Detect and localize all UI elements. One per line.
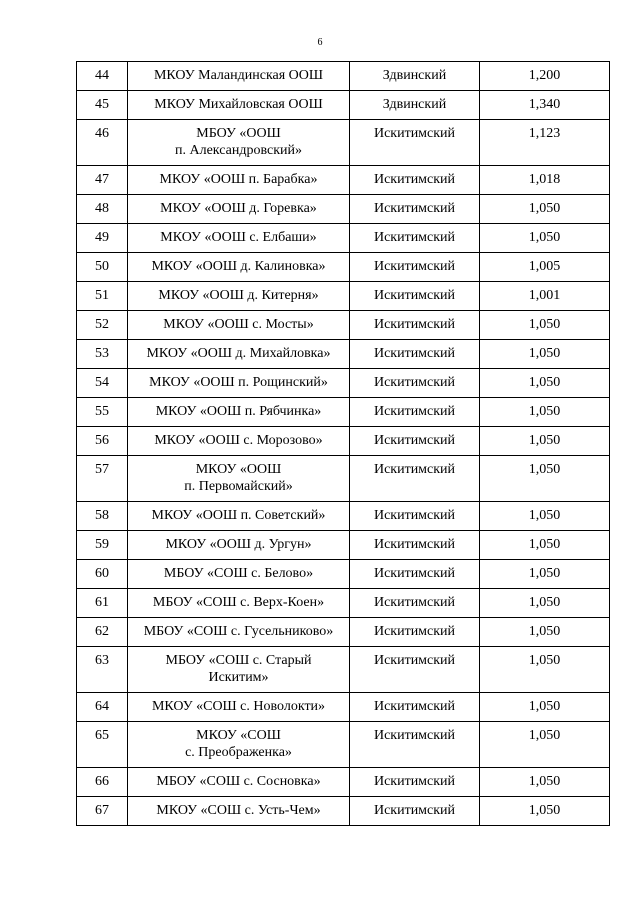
school-name-line: МБОУ «ООШ: [196, 126, 281, 141]
table-row: [77, 502, 610, 531]
school-name-line: МКОУ «ООШ д. Китерня»: [158, 288, 319, 303]
school-name-line: МБОУ «СОШ с. Белово»: [163, 566, 314, 581]
district-cell: Искитимский: [350, 693, 480, 722]
coefficient-cell: 1,050: [480, 560, 610, 589]
coefficient-cell: 1,050: [480, 456, 610, 502]
school-name-line: МБОУ «СОШ с. Верх-Коен»: [152, 595, 325, 610]
coefficient-cell: 1,200: [480, 62, 610, 91]
school-name-line: МБОУ «СОШ с. Старый: [165, 653, 312, 668]
coefficient-cell: 1,050: [480, 502, 610, 531]
table-row: [77, 91, 610, 120]
school-name-line: МКОУ Маландинская ООШ: [153, 68, 324, 83]
schools-table: [76, 61, 610, 826]
district-cell: Искитимский: [350, 427, 480, 456]
table-row: [77, 797, 610, 826]
school-name-line: МКОУ «ООШ п. Рощинский»: [149, 375, 328, 390]
row-number-cell: 48: [77, 195, 128, 224]
coefficient-cell: 1,050: [480, 369, 610, 398]
table-row: [77, 62, 610, 91]
school-name-line: п. Александровский»: [175, 143, 302, 158]
district-cell: Искитимский: [350, 253, 480, 282]
school-name-line: МКОУ «ООШ д. Михайловка»: [146, 346, 331, 361]
coefficient-cell: 1,050: [480, 768, 610, 797]
table-row: [77, 253, 610, 282]
school-name-line: Искитим»: [208, 670, 269, 685]
school-name-cell: [128, 120, 350, 166]
row-number-cell: 66: [77, 768, 128, 797]
row-number-cell: 59: [77, 531, 128, 560]
table-row: [77, 340, 610, 369]
school-name-cell: [128, 166, 350, 195]
table-row: [77, 693, 610, 722]
coefficient-cell: 1,050: [480, 693, 610, 722]
school-name-cell: [128, 502, 350, 531]
table-row: [77, 224, 610, 253]
district-cell: Искитимский: [350, 398, 480, 427]
school-name-line: МКОУ «ООШ п. Советский»: [151, 508, 326, 523]
coefficient-cell: 1,050: [480, 340, 610, 369]
school-name-line: МКОУ «ООШ д. Ургун»: [165, 537, 312, 552]
row-number-cell: 51: [77, 282, 128, 311]
school-name-cell: [128, 369, 350, 398]
district-cell: Искитимский: [350, 282, 480, 311]
district-cell: Искитимский: [350, 369, 480, 398]
school-name-line: МКОУ «ООШ с. Елбаши»: [160, 230, 317, 245]
district-cell: Искитимский: [350, 618, 480, 647]
school-name-line: МКОУ «СОШ с. Усть-Чем»: [156, 803, 321, 818]
coefficient-cell: 1,050: [480, 722, 610, 768]
row-number-cell: 61: [77, 589, 128, 618]
table-row: [77, 166, 610, 195]
table-row: [77, 647, 610, 693]
school-name-line: МКОУ «ООШ с. Мосты»: [163, 317, 314, 332]
district-cell: Искитимский: [350, 768, 480, 797]
school-name-line: МКОУ «СОШ: [196, 728, 281, 743]
school-name-cell: [128, 340, 350, 369]
school-name-cell: [128, 618, 350, 647]
district-cell: Искитимский: [350, 224, 480, 253]
district-cell: Искитимский: [350, 647, 480, 693]
table-row: [77, 560, 610, 589]
district-cell: Здвинский: [350, 91, 480, 120]
school-name-cell: [128, 531, 350, 560]
coefficient-cell: 1,050: [480, 427, 610, 456]
district-cell: Здвинский: [350, 62, 480, 91]
school-name-line: МБОУ «СОШ с. Гусельниково»: [143, 624, 334, 639]
school-name-line: МКОУ «ООШ д. Калиновка»: [151, 259, 326, 274]
district-cell: Искитимский: [350, 560, 480, 589]
coefficient-cell: 1,050: [480, 589, 610, 618]
table-row: [77, 369, 610, 398]
coefficient-cell: 1,340: [480, 91, 610, 120]
school-name-cell: [128, 398, 350, 427]
row-number-cell: 46: [77, 120, 128, 166]
district-cell: Искитимский: [350, 120, 480, 166]
page-number: 6: [317, 37, 323, 48]
school-name-cell: [128, 560, 350, 589]
row-number-cell: 44: [77, 62, 128, 91]
coefficient-cell: 1,018: [480, 166, 610, 195]
row-number-cell: 47: [77, 166, 128, 195]
school-name-cell: [128, 311, 350, 340]
coefficient-cell: 1,001: [480, 282, 610, 311]
school-name-cell: [128, 647, 350, 693]
school-name-cell: [128, 589, 350, 618]
table-row: [77, 195, 610, 224]
school-name-cell: [128, 282, 350, 311]
coefficient-cell: 1,050: [480, 618, 610, 647]
table-row: [77, 120, 610, 166]
table-row: [77, 768, 610, 797]
district-cell: Искитимский: [350, 589, 480, 618]
row-number-cell: 63: [77, 647, 128, 693]
district-cell: Искитимский: [350, 722, 480, 768]
row-number-cell: 55: [77, 398, 128, 427]
coefficient-cell: 1,050: [480, 195, 610, 224]
row-number-cell: 52: [77, 311, 128, 340]
row-number-cell: 49: [77, 224, 128, 253]
row-number-cell: 50: [77, 253, 128, 282]
school-name-cell: [128, 195, 350, 224]
school-name-line: МКОУ «СОШ с. Новолокти»: [151, 699, 326, 714]
school-name-line: МКОУ Михайловская ООШ: [154, 97, 323, 112]
school-name-cell: [128, 224, 350, 253]
table-row: [77, 311, 610, 340]
school-name-cell: [128, 722, 350, 768]
table-row: [77, 456, 610, 502]
table-row: [77, 589, 610, 618]
coefficient-cell: 1,050: [480, 224, 610, 253]
school-name-line: с. Преображенка»: [185, 745, 292, 760]
coefficient-cell: 1,050: [480, 531, 610, 560]
district-cell: Искитимский: [350, 456, 480, 502]
district-cell: Искитимский: [350, 311, 480, 340]
row-number-cell: 58: [77, 502, 128, 531]
school-name-line: МКОУ «ООШ с. Морозово»: [154, 433, 323, 448]
district-cell: Искитимский: [350, 166, 480, 195]
row-number-cell: 53: [77, 340, 128, 369]
coefficient-cell: 1,005: [480, 253, 610, 282]
school-name-cell: [128, 768, 350, 797]
row-number-cell: 67: [77, 797, 128, 826]
school-name-cell: [128, 456, 350, 502]
district-cell: Искитимский: [350, 195, 480, 224]
school-name-line: МКОУ «ООШ п. Барабка»: [159, 172, 318, 187]
row-number-cell: 56: [77, 427, 128, 456]
school-name-line: МКОУ «ООШ д. Горевка»: [160, 201, 317, 216]
table-row: [77, 722, 610, 768]
district-cell: Искитимский: [350, 340, 480, 369]
row-number-cell: 57: [77, 456, 128, 502]
school-name-line: МКОУ «ООШ п. Рябчинка»: [155, 404, 322, 419]
row-number-cell: 45: [77, 91, 128, 120]
school-name-cell: [128, 427, 350, 456]
school-name-cell: [128, 62, 350, 91]
district-cell: Искитимский: [350, 531, 480, 560]
coefficient-cell: 1,050: [480, 398, 610, 427]
row-number-cell: 62: [77, 618, 128, 647]
district-cell: Искитимский: [350, 502, 480, 531]
table-row: [77, 398, 610, 427]
school-name-line: п. Первомайский»: [184, 479, 293, 494]
school-name-cell: [128, 797, 350, 826]
coefficient-cell: 1,050: [480, 311, 610, 340]
table-row: [77, 282, 610, 311]
row-number-cell: 54: [77, 369, 128, 398]
table-body: [77, 62, 610, 826]
school-name-cell: [128, 253, 350, 282]
table-row: [77, 618, 610, 647]
coefficient-cell: 1,050: [480, 797, 610, 826]
coefficient-cell: 1,050: [480, 647, 610, 693]
school-name-cell: [128, 91, 350, 120]
school-name-line: МБОУ «СОШ с. Сосновка»: [156, 774, 321, 789]
row-number-cell: 60: [77, 560, 128, 589]
district-cell: Искитимский: [350, 797, 480, 826]
coefficient-cell: 1,123: [480, 120, 610, 166]
table-row: [77, 427, 610, 456]
table-row: [77, 531, 610, 560]
row-number-cell: 65: [77, 722, 128, 768]
row-number-cell: 64: [77, 693, 128, 722]
school-name-cell: [128, 693, 350, 722]
school-name-line: МКОУ «ООШ: [195, 462, 282, 477]
